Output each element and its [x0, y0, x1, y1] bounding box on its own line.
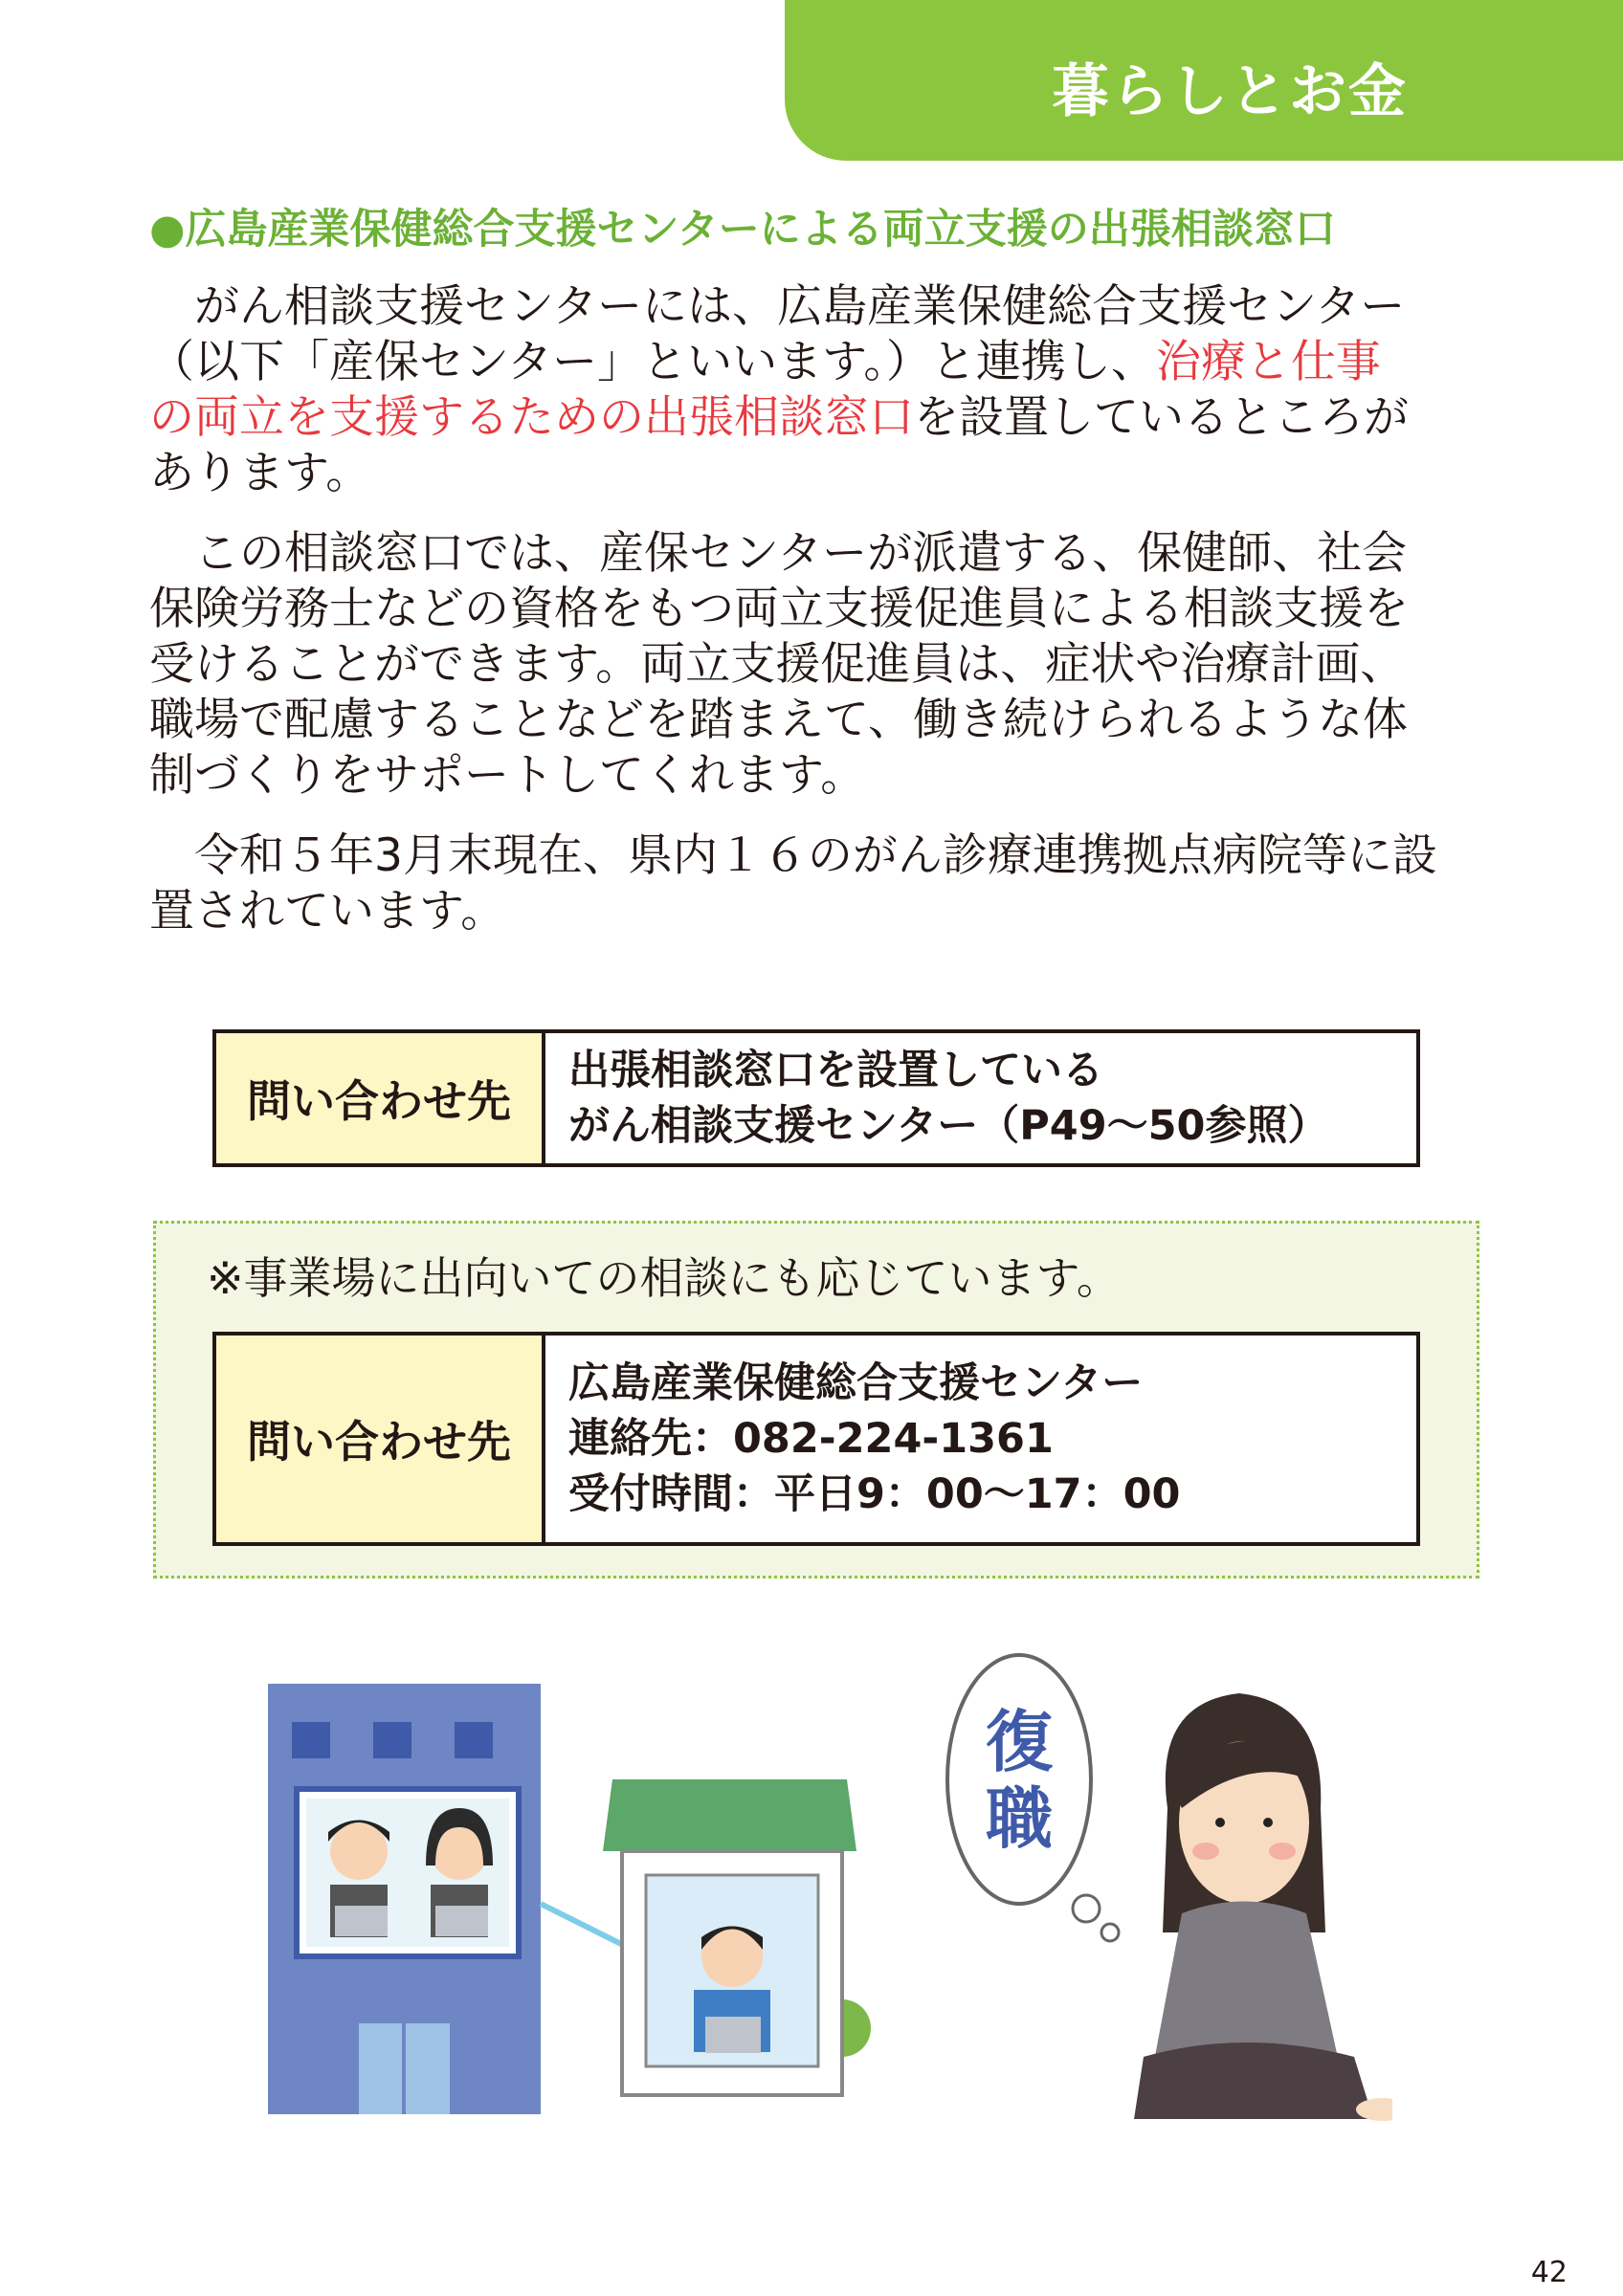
office-building-image	[268, 1684, 541, 2114]
contact-label: 問い合わせ先	[216, 1336, 545, 1542]
paragraph-line: あります。	[149, 447, 371, 499]
note-text: ※事業場に出向いての相談にも応じています。	[207, 1252, 1121, 1304]
contact-label: 問い合わせ先	[216, 1033, 545, 1163]
header-title: 暮らしとお金	[1052, 58, 1408, 125]
bubble-char: 復	[986, 1703, 1053, 1781]
contact-value	[545, 1033, 1416, 1163]
paragraph-line: がん相談支援センターには、広島産業保健総合支援センター	[194, 280, 1406, 333]
paragraph-3	[149, 828, 1489, 939]
contact-hours: 受付時間：平日9：00～17：00	[568, 1470, 1181, 1518]
home-office-image	[603, 1779, 871, 2095]
highlight-text: の両立を支援するための出張相談窓口	[149, 391, 914, 444]
illustration	[244, 1645, 1392, 2124]
paragraph-line: 置されています。	[149, 885, 506, 938]
text-run: を設置しているところが	[914, 391, 1409, 444]
paragraph-line: この相談窓口では、産保センターが派遣する、保健師、社会	[194, 527, 1408, 580]
woman-image	[1134, 1693, 1392, 2121]
paragraph-line: 職場で配慮することなどを踏まえて、働き続けられるような体	[149, 694, 1409, 746]
page-number: 42	[1530, 2256, 1567, 2289]
thought-bubble	[947, 1655, 1119, 1941]
paragraph-line: 保険労務士などの資格をもつ両立支援促進員による相談支援を	[149, 583, 1409, 635]
paragraph-line	[149, 335, 1489, 390]
contact-value	[545, 1336, 1416, 1542]
bubble-char: 職	[986, 1779, 1053, 1858]
contact-phone: 連絡先：082-224-1361	[568, 1415, 1054, 1463]
paragraph-line: 令和５年3月末現在、県内１６のがん診療連携拠点病院等に設	[194, 829, 1437, 882]
contact-line: 広島産業保健総合支援センター	[568, 1359, 1144, 1407]
contact-box-consultation	[212, 1029, 1420, 1167]
paragraph-line	[149, 390, 1489, 446]
paragraph-line: 制づくりをサポートしてくれます。	[149, 749, 866, 802]
contact-line: がん相談支援センター（P49～50参照）	[568, 1102, 1329, 1150]
highlight-text: 治療と仕事	[1155, 336, 1381, 388]
paragraph-2	[149, 526, 1489, 804]
contact-line: 出張相談窓口を設置している	[568, 1047, 1103, 1094]
paragraph-line: 受けることができます。両立支援促進員は、症状や治療計画、	[149, 638, 1406, 691]
contact-box-sanpo-center	[212, 1332, 1420, 1546]
text-run: （以下「産保センター」といいます。）と連携し、	[149, 336, 1156, 388]
section-heading: ●広島産業保健総合支援センターによる両立支援の出張相談窓口	[149, 206, 1336, 254]
paragraph-1	[149, 279, 1489, 501]
